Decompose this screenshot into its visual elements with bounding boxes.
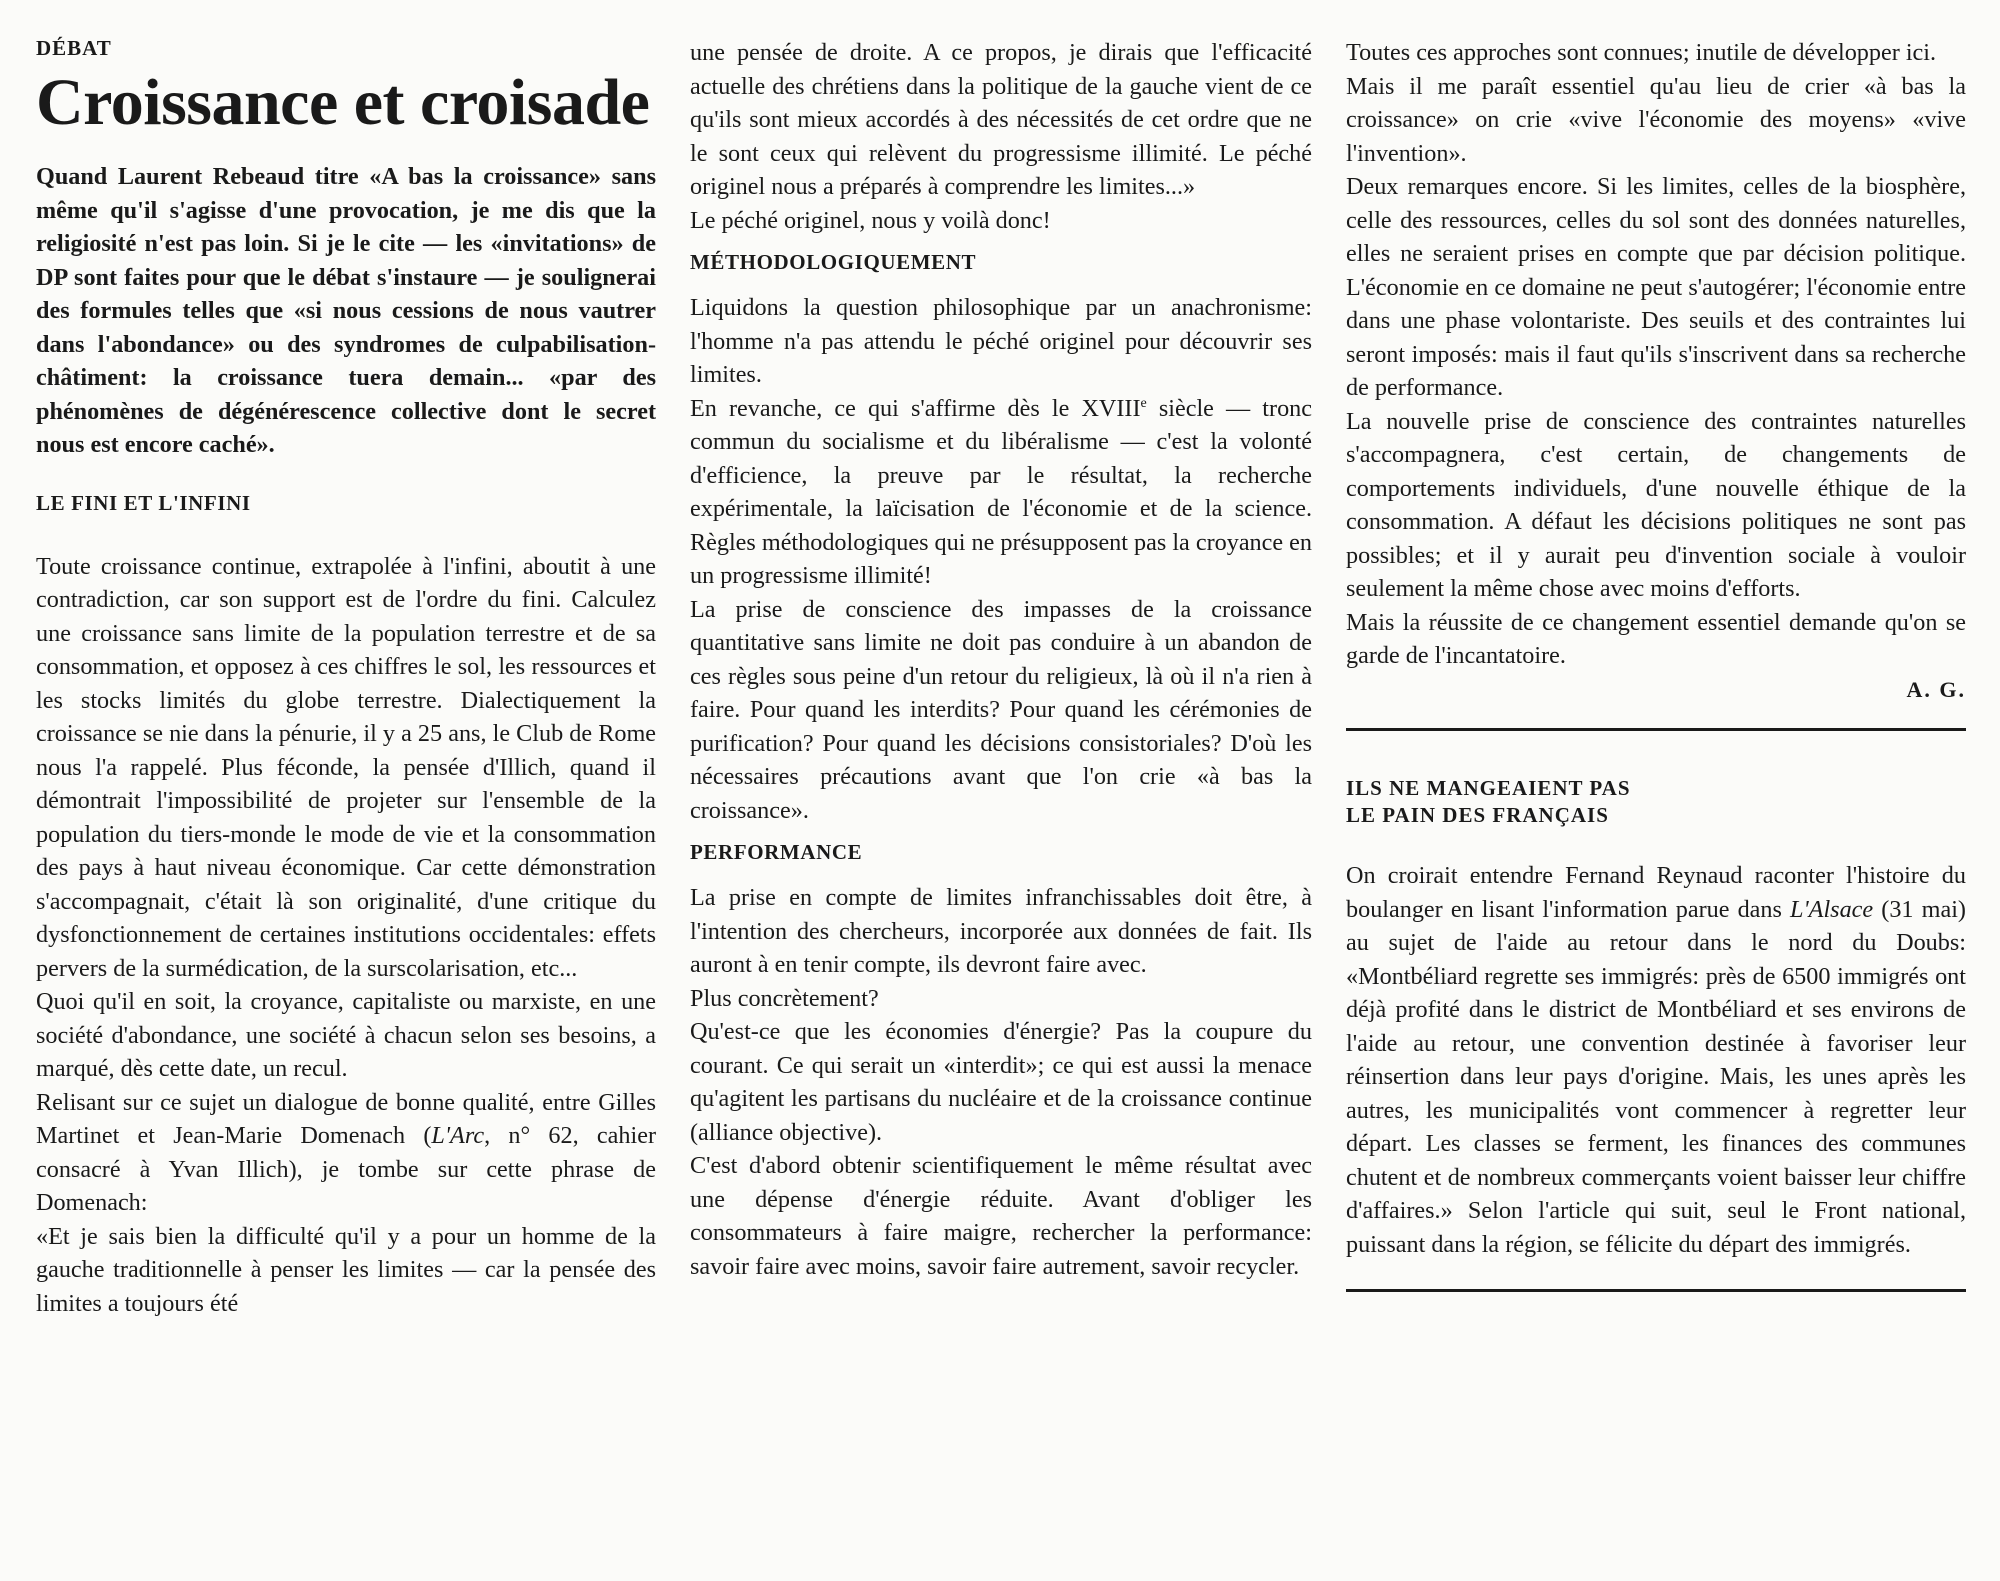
column-3 <box>1346 36 1966 1336</box>
box-paragraph <box>1346 859 1966 1261</box>
article-title: Croissance et croisade <box>36 66 650 139</box>
body-paragraph: La prise en compte de limites infranchissables doit être, à l'intention des chercheurs, incorporée aux données de fait. Ils auront à en tenir compte, ils devront faire avec. <box>690 884 1312 978</box>
text-span: En revanche, ce qui s'affirme dès le XVIII <box>690 394 1141 422</box>
text-span: , n° 62, cahier consacré à Yvan Illich), je tombe sur cette phrase de Domenach: <box>36 1122 656 1216</box>
text-span: Relisant sur ce sujet un dialogue de bonne qualité, entre Gilles Martinet et Jean-Marie Domenach ( <box>36 1088 656 1149</box>
body-paragraph: Plus concrètement? <box>690 984 879 1012</box>
author-signature: A. G. <box>1906 676 1966 702</box>
body-paragraph: La prise de conscience des impasses de la croissance quantitative sans limite ne doit pas conduire à un abandon de ces règles sous peine d'un retour du religieux, là où il n'a rien à faire. Pour quand les interdits? Pour quand les cérémonies de purification? Pour quand les décisions consistoriales? D'où les nécessaires précautions avant que l'on crie «à bas la croissance». <box>690 595 1312 824</box>
text-span: On croirait entendre Fernand Reynaud raconter l'histoire du boulanger en lisant l'information parue dans <box>1346 862 1966 923</box>
column-1 <box>36 36 656 1320</box>
box-heading <box>1346 775 1966 829</box>
section-heading-fini: LE FINI ET L'INFINI <box>36 490 251 515</box>
body-paragraph: Mais il me paraît essentiel qu'au lieu de crier «à bas la croissance» on crie «vive l'économie des moyens» «vive l'invention». <box>1346 72 1966 167</box>
box-heading-line: LE PAIN DES FRANÇAIS <box>1346 803 1609 827</box>
newspaper-page <box>30 36 1975 1566</box>
body-paragraph <box>690 392 1312 593</box>
publication-title: L'Alsace <box>1790 895 1874 923</box>
divider-rule <box>1346 728 1966 731</box>
box-heading-line: ILS NE MANGEAIENT PAS <box>1346 776 1631 800</box>
quote-paragraph: «Et je sais bien la difficulté qu'il y a pour un homme de la gauche traditionnelle à penser les limites — car la pensée des limites a toujours été <box>36 1222 656 1317</box>
text-span: siècle — tronc commun du socialisme et du libéralisme — c'est la volonté d'efficience, la preuve par le résultat, la recherche expérimentale, la laïcisation de l'économie et de la science. Règles méthodologiques qui ne présupposent pas la croyance en un progressisme illimité! <box>690 394 1312 589</box>
publication-title: L'Arc <box>431 1122 485 1149</box>
body-paragraph: une pensée de droite. A ce propos, je dirais que l'efficacité actuelle des chrétiens dans la politique de la gauche vient de ce qu'ils sont mieux accordés à des nécessités de cet ordre que ne le sont ceux qui relèvent du progressisme illimité. Le péché originel nous a préparés à comprendre les limites...» <box>690 39 1312 200</box>
body-paragraph: Liquidons la question philosophique par un anachronisme: l'homme n'a pas attendu le péché originel pour découvrir ses limites. <box>690 294 1312 388</box>
kicker: DÉBAT <box>36 36 112 60</box>
body-paragraph: Mais la réussite de ce changement essentiel demande qu'on se garde de l'incantatoire. <box>1346 608 1966 669</box>
section-heading-performance: PERFORMANCE <box>690 840 863 864</box>
column-2 <box>690 36 1312 1283</box>
body-paragraph: Quoi qu'il en soit, la croyance, capitaliste ou marxiste, en une société d'abondance, une société à chacun selon ses besoins, a marqué, dès cette date, un recul. <box>36 988 656 1082</box>
body-paragraph <box>36 1086 656 1220</box>
superscript: e <box>1140 395 1147 411</box>
section-heading-methodologiquement: MÉTHODOLOGIQUEMENT <box>690 250 977 274</box>
body-paragraph: Toutes ces approches sont connues; inutile de développer ici. <box>1346 39 1937 66</box>
body-paragraph: Qu'est-ce que les économies d'énergie? Pas la coupure du courant. Ce qui serait un «interdit»; ce qui est aussi la menace qu'agitent les partisans du nucléaire et de la croissance continue (alliance objective). <box>690 1018 1312 1146</box>
body-paragraph: La nouvelle prise de conscience des contraintes naturelles s'accompagnera, c'est certain, de changements de comportements individuels, d'une nouvelle éthique de la consommation. A défaut les décisions politiques ne sont pas possibles; et il y aurait peu d'invention sociale à vouloir seulement la même chose avec moins d'efforts. <box>1346 407 1966 602</box>
lead-paragraph: Quand Laurent Rebeaud titre «A bas la croissance» sans même qu'il s'agisse d'une provocation, je me dis que la religiosité n'est pas loin. Si je le cite — les «invitations» de DP sont faites pour que le débat s'instaure — je soulignerai des formules telles que «si nous cessions de nous vautrer dans l'abondance» ou des syndromes de culpabilisation-châtiment: la croissance tuera demain... «par des phénomènes de dégénérescence collective dont le secret nous est encore caché». <box>36 163 656 458</box>
body-paragraph: Toute croissance continue, extrapolée à l'infini, aboutit à une contradiction, car son support est de l'ordre du fini. Calculez une croissance sans limite de la population terrestre et de sa consommation, et opposez à ces chiffres le sol, les ressources et les stocks limités du globe terrestre. Dialectiquement la croissance se nie dans la pénurie, il y a 25 ans, le Club de Rome nous l'a rappelé. Plus féconde, la pensée d'Illich, quand il démontrait l'impossibilité de projeter sur l'ensemble de la population du tiers-monde le mode de vie et la consommation des pays à haut niveau économique. Car cette démonstration s'accompagnait, c'était là son originalité, d'une critique du dysfonctionnement de certaines institutions occidentales: effets pervers de la surmédication, de la surscolarisation, etc... <box>36 552 656 982</box>
text-span: (31 mai) au sujet de l'aide au retour dans le nord du Doubs: «Montbéliard regrette ses immigrés: près de 6500 immigrés ont déjà profité dans le district de Montbéliard et ses environs de l'aide au retour, une convention destinée à favoriser leur réinsertion dans leur pays d'origine. Mais, les unes après les autres, les municipalités vont commencer à regretter leur départ. Les classes se ferment, les finances des communes chutent et de nombreux commerçants voient baisser leur chiffre d'affaires.» Selon l'article qui suit, seul le Front national, puissant dans la région, se félicite du départ des immigrés. <box>1346 895 1966 1258</box>
divider-rule-bottom <box>1346 1289 1966 1292</box>
body-paragraph: C'est d'abord obtenir scientifiquement le même résultat avec une dépense d'énergie réduite. Avant d'obliger les consommateurs à faire maigre, rechercher la performance: savoir faire avec moins, savoir faire autrement, savoir recycler. <box>690 1152 1312 1280</box>
body-paragraph: Deux remarques encore. Si les limites, celles de la biosphère, celle des ressources, celles du sol sont des données naturelles, elles ne seraient prises en compte que par décision politique. L'économie en ce domaine ne peut s'autogérer; l'économie entre dans une phase volontariste. Des seuils et des contraintes lui seront imposés: mais il faut qu'ils s'inscrivent dans sa recherche de performance. <box>1346 173 1966 401</box>
body-paragraph: Le péché originel, nous y voilà donc! <box>690 206 1051 234</box>
